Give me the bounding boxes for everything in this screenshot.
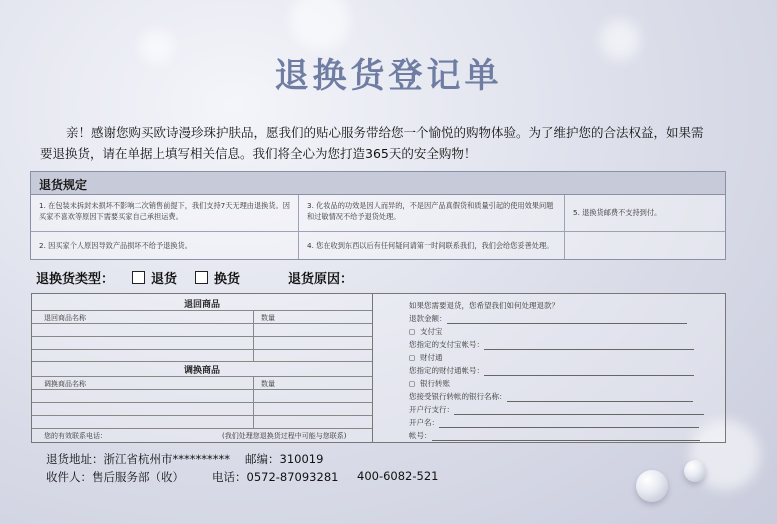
tenpay-label: 财付通 <box>420 353 443 362</box>
policy-item-4: 4. 您在收到东西以后有任何疑问请第一时间联系我们，我们会给您妥善处理。 <box>299 231 565 259</box>
hotline: 400-6082-521 <box>357 469 439 483</box>
return-goods-name-header: 退回商品名称 <box>44 314 86 322</box>
policy-item-3: 3. 化妆品的功效是因人而异的，不是因产品真假货和质量引起的使用效果问题和过敏情况不给予退货处理。 <box>299 195 565 231</box>
branch-label: 开户行支行： <box>409 405 454 414</box>
zip-code: 邮编：310019 <box>245 452 324 466</box>
table-row-line[interactable] <box>32 336 372 337</box>
alipay-account-field[interactable] <box>484 342 694 350</box>
account-label: 帐号： <box>409 431 432 440</box>
tenpay-account-label: 您指定的财付通帐号： <box>409 366 484 375</box>
bank-name-label: 您接受银行转帐的银行名称： <box>409 392 507 401</box>
table-row-line[interactable] <box>32 402 372 403</box>
refund-amount-field[interactable] <box>447 316 687 324</box>
radio-circle-icon[interactable]: ◻ <box>409 379 416 388</box>
pearl-image <box>684 460 706 482</box>
table-row-line <box>32 376 372 377</box>
page-title: 退换货登记单 <box>274 56 503 96</box>
contact-phone-label: 您的有效联系电话： <box>44 432 107 440</box>
return-goods-qty-header: 数量 <box>261 314 275 322</box>
table-row-line[interactable] <box>32 415 372 416</box>
return-policy-box <box>30 171 726 260</box>
return-reason-label: 退货原因： <box>288 272 354 287</box>
policy-grid <box>31 195 725 259</box>
phone: 电话：0572-87093281 <box>212 470 339 484</box>
policy-empty-cell <box>565 231 725 259</box>
table-row-line <box>32 361 372 362</box>
refund-amount-label: 退款金额： <box>409 314 447 323</box>
alipay-account-row[interactable] <box>409 339 694 350</box>
refund-panel <box>373 293 726 443</box>
account-field[interactable] <box>432 433 700 441</box>
alipay-account-label: 您指定的支付宝帐号： <box>409 340 484 349</box>
return-checkbox[interactable] <box>132 271 145 284</box>
refund-amount-row[interactable] <box>409 313 687 324</box>
tenpay-account-row[interactable] <box>409 365 694 376</box>
exchange-goods-heading: 调换商品 <box>183 366 220 376</box>
bank-name-row[interactable] <box>409 391 693 402</box>
branch-row[interactable] <box>409 404 704 415</box>
policy-item-1: 1. 在包装未拆封未损坏不影响二次销售前提下，我们支持7天无理由退换货。因买家不喜欢等原因下需要买家自己承担运费。 <box>31 195 299 231</box>
return-goods-heading: 退回商品 <box>183 300 220 310</box>
column-divider <box>253 376 254 428</box>
policy-heading: 退货规定 <box>31 172 725 195</box>
intro-text: 亲！感谢您购买欧诗漫珍珠护肤品，愿我们的贴心服务带给您一个愉悦的购物体验。为了维护您的合法权益，如果需要退换货，请在单据上填写相关信息。我们将全心为您打造365天的安全购物！ <box>40 125 704 161</box>
contact-note: (我们处理您退换货过程中可能与您联系) <box>222 432 347 440</box>
tenpay-option[interactable] <box>409 352 443 363</box>
alipay-option[interactable] <box>409 326 443 337</box>
account-row[interactable] <box>409 430 700 441</box>
radio-circle-icon[interactable]: ◻ <box>409 353 416 362</box>
exchange-checkbox[interactable] <box>195 271 208 284</box>
exchange-goods-name-header: 调换商品名称 <box>44 380 86 388</box>
bank-label: 银行转账 <box>420 379 451 388</box>
return-address: 退货地址：浙江省杭州市********** <box>46 452 230 466</box>
table-row-line <box>32 389 372 390</box>
bank-option[interactable] <box>409 378 450 389</box>
column-divider <box>253 310 254 361</box>
exchange-option-label: 换货 <box>214 272 241 287</box>
tenpay-account-field[interactable] <box>484 368 694 376</box>
table-row-line[interactable] <box>32 349 372 350</box>
return-type-line <box>36 268 353 287</box>
branch-field[interactable] <box>454 407 704 415</box>
return-type-label: 退换货类型： <box>36 272 115 287</box>
table-row-line <box>32 323 372 324</box>
holder-row[interactable] <box>409 417 699 428</box>
policy-item-2: 2. 因买家个人原因导致产品损坏不给予退换货。 <box>31 231 299 259</box>
return-option-label: 退货 <box>151 272 178 287</box>
holder-field[interactable] <box>439 420 699 428</box>
radio-circle-icon[interactable]: ◻ <box>409 327 416 336</box>
goods-table <box>31 293 373 443</box>
exchange-goods-qty-header: 数量 <box>261 380 275 388</box>
refund-question: 如果您需要退货，您希望我们如何处理退款？ <box>409 301 559 310</box>
bokeh-light <box>290 0 350 50</box>
holder-label: 开户名： <box>409 418 439 427</box>
alipay-label: 支付宝 <box>420 327 443 336</box>
table-row-line <box>32 428 372 429</box>
recipient: 收件人：售后服务部（收） <box>46 470 184 484</box>
table-row-line <box>32 310 372 311</box>
pearl-image <box>636 470 668 502</box>
policy-item-5: 5. 退换货邮费不支持到付。 <box>573 208 662 217</box>
bank-name-field[interactable] <box>507 394 693 402</box>
